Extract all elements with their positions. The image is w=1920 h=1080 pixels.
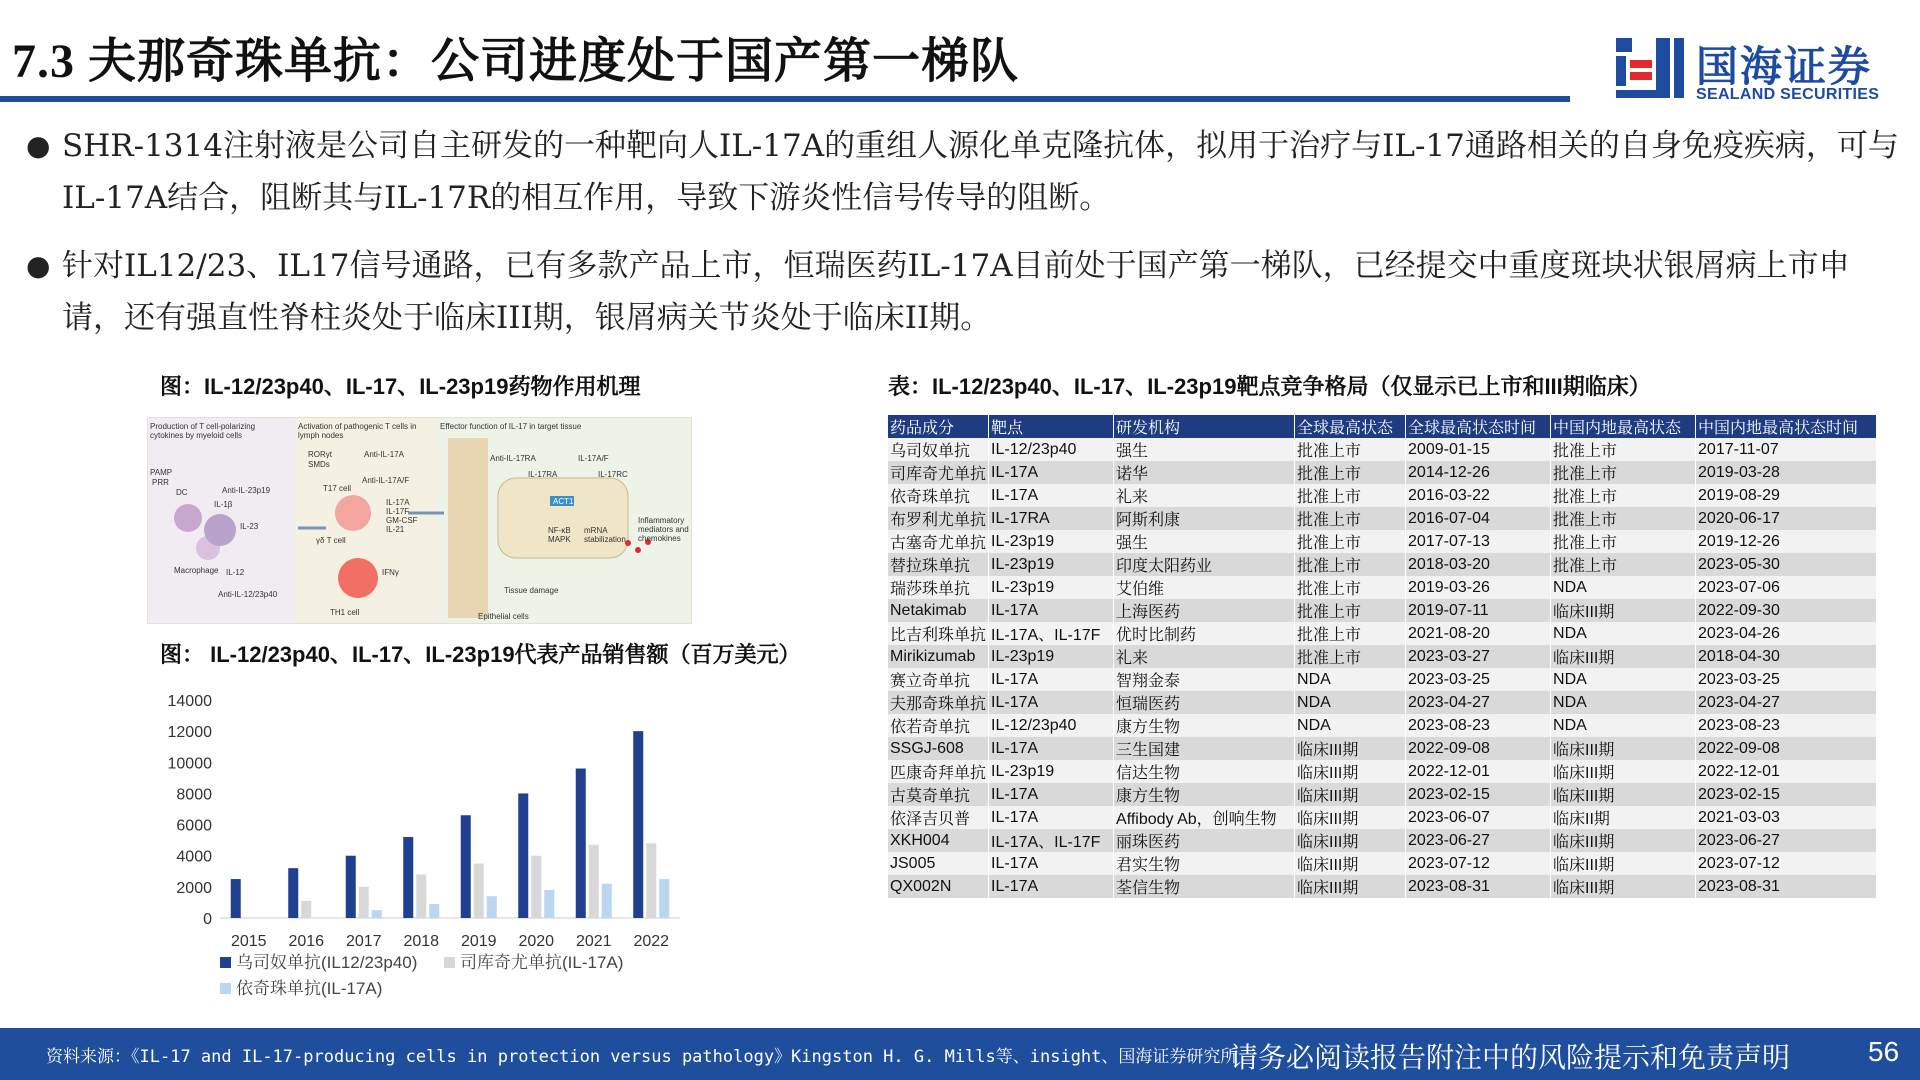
- table-cell: 2016-03-22: [1406, 484, 1551, 507]
- dc-cell: [174, 504, 202, 532]
- table-cell: IL-23p19: [989, 576, 1114, 599]
- table-cell: 2017-11-07: [1696, 438, 1877, 461]
- table-cell: IL-17A: [989, 461, 1114, 484]
- table-cell: 临床III期: [1551, 875, 1696, 898]
- competition-table: [888, 415, 1877, 898]
- x-tick-label: 2017: [345, 933, 382, 950]
- table-cell: 临床III期: [1551, 783, 1696, 806]
- company-logo: [1612, 30, 1912, 110]
- label-anti-il23p19: Anti-IL-23p19: [222, 486, 271, 495]
- table-cell: 优时比制药: [1114, 622, 1295, 645]
- table-cell: IL-12/23p40: [989, 438, 1114, 461]
- table-row: [888, 553, 1877, 576]
- label-mapk: MAPK: [548, 535, 571, 544]
- table-header-row: [888, 415, 1877, 438]
- table-cell: 2014-12-26: [1406, 461, 1551, 484]
- y-tick-label: 4000: [176, 848, 212, 866]
- table-cell: NDA: [1551, 714, 1696, 737]
- table-cell: IL-23p19: [989, 553, 1114, 576]
- table-cell: 临床III期: [1295, 852, 1406, 875]
- label-t17-cell: T17 cell: [323, 484, 352, 493]
- bar-1: [231, 879, 241, 918]
- column-header: 中国内地最高状态时间: [1696, 415, 1877, 438]
- x-tick-label: 2018: [403, 933, 440, 950]
- label-tissue-damage: Tissue damage: [504, 586, 559, 595]
- label-act1: ACT1: [553, 497, 574, 506]
- table-cell: IL-17A: [989, 668, 1114, 691]
- table-cell: 艾伯维: [1114, 576, 1295, 599]
- label-il17f: IL-17F: [386, 507, 410, 516]
- table-cell: IL-17RA: [989, 507, 1114, 530]
- table-cell: 批准上市: [1551, 438, 1696, 461]
- table-cell: 2023-06-27: [1406, 829, 1551, 852]
- legend-swatch: [444, 957, 455, 968]
- label-il17ra: IL-17RA: [528, 470, 558, 479]
- table-cell: IL-17A: [989, 737, 1114, 760]
- table-cell: 2021-08-20: [1406, 622, 1551, 645]
- table-cell: 批准上市: [1551, 461, 1696, 484]
- table-cell: 临床III期: [1295, 806, 1406, 829]
- table-cell: 2023-08-31: [1406, 875, 1551, 898]
- legend-label: 依奇珠单抗(IL-17A): [236, 979, 383, 998]
- bullet-text: 针对IL12/23、IL17信号通路，已有多款产品上市，恒瑞医药IL-17A目前处于国产第一梯队，已经提交中重度斑块状银屑病上市申请，还有强直性脊柱炎处于临床III期，银屑病关节炎处于临床II期。: [62, 248, 1850, 336]
- label-macrophage: Macrophage: [174, 566, 219, 575]
- bar-1: [346, 856, 356, 918]
- table-cell: 丽珠医药: [1114, 829, 1295, 852]
- table-cell: 2019-08-29: [1696, 484, 1877, 507]
- bar-1: [288, 868, 298, 918]
- table-cell: NDA: [1551, 691, 1696, 714]
- label-il17af: IL-17A/F: [578, 454, 609, 463]
- label-gd-t-cell: γδ T cell: [316, 536, 346, 545]
- table-cell: IL-17A: [989, 806, 1114, 829]
- table-cell: 智翔金泰: [1114, 668, 1295, 691]
- table-cell: 瑞莎珠单抗: [888, 576, 989, 599]
- table-cell: Mirikizumab: [888, 645, 989, 668]
- table-cell: IL-17A: [989, 691, 1114, 714]
- table-cell: 2023-04-27: [1406, 691, 1551, 714]
- table-cell: 2023-07-06: [1696, 576, 1877, 599]
- table-cell: 临床III期: [1551, 760, 1696, 783]
- table-cell: JS005: [888, 852, 989, 875]
- table-cell: 批准上市: [1295, 622, 1406, 645]
- table-row: [888, 829, 1877, 852]
- logo-text-cn: 国海证券: [1696, 43, 1873, 90]
- epithelial-layer: [448, 438, 488, 618]
- label-anti-il12-23p40: Anti-IL-12/23p40: [218, 590, 278, 599]
- label-mrna: mRNA stabilization: [584, 526, 626, 544]
- bar-3: [544, 890, 554, 918]
- table-cell: 荃信生物: [1114, 875, 1295, 898]
- table-cell: NDA: [1295, 691, 1406, 714]
- table-cell: 司库奇尤单抗: [888, 461, 989, 484]
- bar-2: [646, 843, 656, 918]
- column-header: 研发机构: [1114, 415, 1295, 438]
- table-cell: 2023-03-27: [1406, 645, 1551, 668]
- table-cell: 2023-07-12: [1406, 852, 1551, 875]
- label-smds: SMDs: [308, 460, 330, 469]
- table-row: [888, 714, 1877, 737]
- table-cell: 2019-03-26: [1406, 576, 1551, 599]
- label-dc: DC: [176, 488, 188, 497]
- table-cell: IL-17A: [989, 484, 1114, 507]
- mechanism-panel3-title: Effector function of IL-17 in target tissue: [440, 422, 582, 431]
- bar-1: [633, 731, 643, 918]
- mechanism-caption: 图：IL-12/23p40、IL-17、IL-23p19药物作用机理: [160, 374, 641, 399]
- table-cell: NDA: [1551, 576, 1696, 599]
- table-cell: 批准上市: [1295, 484, 1406, 507]
- y-tick-label: 8000: [176, 786, 212, 804]
- table-cell: 批准上市: [1295, 438, 1406, 461]
- table-cell: QX002N: [888, 875, 989, 898]
- label-il12: IL-12: [226, 568, 245, 577]
- y-tick-label: 10000: [167, 755, 212, 773]
- macrophage-cell: [204, 514, 236, 546]
- table-cell: 2017-07-13: [1406, 530, 1551, 553]
- table-row: [888, 737, 1877, 760]
- table-cell: IL-17A、IL-17F: [989, 622, 1114, 645]
- table-cell: 夫那奇珠单抗: [888, 691, 989, 714]
- table-cell: 上海医药: [1114, 599, 1295, 622]
- table-cell: IL-23p19: [989, 645, 1114, 668]
- table-row: [888, 530, 1877, 553]
- label-anti-il17ra: Anti-IL-17RA: [490, 454, 536, 463]
- bar-1: [461, 815, 471, 918]
- table-row: [888, 461, 1877, 484]
- table-cell: NDA: [1295, 668, 1406, 691]
- x-tick-label: 2020: [518, 933, 555, 950]
- mechanism-panel2-title: Activation of pathogenic T cells in lymph nodes: [298, 422, 417, 440]
- table-cell: 2019-07-11: [1406, 599, 1551, 622]
- table-row: [888, 760, 1877, 783]
- table-cell: 批准上市: [1295, 599, 1406, 622]
- table-cell: 批准上市: [1295, 530, 1406, 553]
- table-cell: 批准上市: [1551, 530, 1696, 553]
- table-cell: 诺华: [1114, 461, 1295, 484]
- table-cell: 2023-08-23: [1696, 714, 1877, 737]
- table-cell: 2023-06-27: [1696, 829, 1877, 852]
- table-cell: 依奇珠单抗: [888, 484, 989, 507]
- bar-1: [518, 793, 528, 918]
- table-cell: 2022-09-08: [1696, 737, 1877, 760]
- table-cell: 2023-04-26: [1696, 622, 1877, 645]
- table-cell: 礼来: [1114, 645, 1295, 668]
- table-cell: 2016-07-04: [1406, 507, 1551, 530]
- label-ifng: IFNγ: [382, 568, 399, 577]
- th1-cell: [338, 558, 378, 598]
- y-tick-label: 0: [203, 911, 212, 928]
- bullet-item: [22, 240, 1902, 344]
- table-cell: NDA: [1295, 714, 1406, 737]
- table-cell: 依泽吉贝普: [888, 806, 989, 829]
- table-row: [888, 438, 1877, 461]
- table-cell: 批准上市: [1295, 461, 1406, 484]
- table-cell: 君实生物: [1114, 852, 1295, 875]
- table-cell: 强生: [1114, 438, 1295, 461]
- table-cell: 印度太阳药业: [1114, 553, 1295, 576]
- legend-label: 乌司奴单抗(IL12/23p40): [236, 953, 418, 972]
- bar-3: [372, 910, 382, 918]
- table-row: [888, 852, 1877, 875]
- label-pamp: PAMP: [150, 468, 173, 477]
- label-rorgt: RORγt: [308, 450, 332, 459]
- table-cell: IL-17A: [989, 783, 1114, 806]
- table-cell: 批准上市: [1295, 645, 1406, 668]
- table-cell: 2023-06-07: [1406, 806, 1551, 829]
- bar-2: [416, 874, 426, 918]
- table-cell: 布罗利尤单抗: [888, 507, 989, 530]
- table-cell: 临床III期: [1551, 599, 1696, 622]
- table-cell: XKH004: [888, 829, 989, 852]
- bullet-dot-icon: ●: [26, 249, 51, 282]
- bar-1: [403, 837, 413, 918]
- label-il17a: IL-17A: [386, 498, 410, 507]
- table-cell: 2022-12-01: [1696, 760, 1877, 783]
- table-cell: 批准上市: [1295, 553, 1406, 576]
- table-cell: 三生国建: [1114, 737, 1295, 760]
- t17-cell: [335, 495, 371, 531]
- column-header: 全球最高状态: [1295, 415, 1406, 438]
- table-cell: 比吉利珠单抗: [888, 622, 989, 645]
- table-cell: 2023-08-23: [1406, 714, 1551, 737]
- table-row: [888, 691, 1877, 714]
- bar-2: [301, 901, 311, 918]
- table-cell: 2023-05-30: [1696, 553, 1877, 576]
- table-row: [888, 622, 1877, 645]
- bar-3: [602, 884, 612, 918]
- x-tick-label: 2016: [288, 933, 325, 950]
- bar-3: [659, 879, 669, 918]
- table-row: [888, 783, 1877, 806]
- table-cell: IL-23p19: [989, 760, 1114, 783]
- table-cell: Netakimab: [888, 599, 989, 622]
- table-cell: 2023-02-15: [1696, 783, 1877, 806]
- table-cell: 批准上市: [1551, 507, 1696, 530]
- table-cell: IL-12/23p40: [989, 714, 1114, 737]
- page-number: 56: [1868, 1036, 1900, 1067]
- bullet-list: [22, 120, 1902, 360]
- table-cell: 2009-01-15: [1406, 438, 1551, 461]
- table-cell: 古莫奇单抗: [888, 783, 989, 806]
- bullet-item: [22, 120, 1902, 224]
- table-cell: 强生: [1114, 530, 1295, 553]
- label-th1-cell: TH1 cell: [330, 608, 360, 617]
- table-cell: 临床III期: [1295, 737, 1406, 760]
- table-caption: 表：IL-12/23p40、IL-17、IL-23p19靶点竞争格局（仅显示已上市和III期临床）: [888, 374, 1651, 399]
- bullet-text: SHR-1314注射液是公司自主研发的一种靶向人IL-17A的重组人源化单克隆抗体，拟用于治疗与IL-17通路相关的自身免疫疾病，可与IL-17A结合，阻断其与IL-17R的相互作用，导致下游炎性信号传导的阻断。: [62, 128, 1899, 216]
- label-prr: PRR: [152, 478, 169, 487]
- label-epithelial: Epithelial cells: [478, 612, 529, 621]
- label-il23: IL-23: [240, 522, 259, 531]
- table-cell: 依若奇单抗: [888, 714, 989, 737]
- table-cell: 临床III期: [1551, 829, 1696, 852]
- column-header: 药品成分: [888, 415, 989, 438]
- bar-2: [589, 845, 599, 918]
- bar-2: [531, 856, 541, 918]
- table-cell: 2023-04-27: [1696, 691, 1877, 714]
- bullet-dot-icon: ●: [26, 129, 51, 162]
- legend-swatch: [220, 983, 231, 994]
- table-cell: 2023-03-25: [1406, 668, 1551, 691]
- table-cell: 临床III期: [1551, 645, 1696, 668]
- table-row: [888, 806, 1877, 829]
- table-cell: 临床II期: [1551, 806, 1696, 829]
- table-row: [888, 484, 1877, 507]
- table-cell: 2023-08-31: [1696, 875, 1877, 898]
- table-cell: 批准上市: [1551, 484, 1696, 507]
- table-row: [888, 668, 1877, 691]
- table-cell: 信达生物: [1114, 760, 1295, 783]
- table-row: [888, 875, 1877, 898]
- mechanism-panel1-title: Production of T cell-polarizing cytokines by myeloid cells: [150, 422, 256, 440]
- sealand-logo-icon: [1612, 30, 1688, 106]
- column-header: 靶点: [989, 415, 1114, 438]
- table-cell: 2021-03-03: [1696, 806, 1877, 829]
- label-gm-csf: GM-CSF: [386, 516, 418, 525]
- target-cell: [498, 478, 628, 558]
- table-cell: 2022-12-01: [1406, 760, 1551, 783]
- table-cell: 临床III期: [1295, 760, 1406, 783]
- table-cell: IL-17A、IL-17F: [989, 829, 1114, 852]
- legend-label: 司库奇尤单抗(IL-17A): [460, 953, 624, 972]
- x-tick-label: 2022: [633, 933, 670, 950]
- table-cell: IL-17A: [989, 599, 1114, 622]
- table-cell: 康方生物: [1114, 783, 1295, 806]
- table-cell: Affibody Ab，创响生物: [1114, 806, 1295, 829]
- mechanism-figure: [147, 417, 692, 624]
- table-cell: 阿斯利康: [1114, 507, 1295, 530]
- logo-text-en: SEALAND SECURITIES: [1696, 86, 1880, 103]
- table-cell: IL-17A: [989, 852, 1114, 875]
- table-cell: 2018-03-20: [1406, 553, 1551, 576]
- table-cell: 2023-07-12: [1696, 852, 1877, 875]
- table-cell: SSGJ-608: [888, 737, 989, 760]
- bar-1: [576, 769, 586, 918]
- label-mediators: Inflammatory mediators and chemokines: [638, 516, 689, 543]
- label-nfkb: NF-κB: [548, 526, 571, 535]
- table-cell: IL-23p19: [989, 530, 1114, 553]
- footer-disclaimer: 请务必阅读报告附注中的风险提示和免责声明: [1230, 1042, 1791, 1073]
- x-tick-label: 2015: [230, 933, 267, 950]
- table-cell: 批准上市: [1295, 507, 1406, 530]
- label-anti-il17af: Anti-IL-17A/F: [362, 476, 410, 485]
- column-header: 中国内地最高状态: [1551, 415, 1696, 438]
- legend-swatch: [220, 957, 231, 968]
- table-cell: 古塞奇尤单抗: [888, 530, 989, 553]
- label-il1b: IL-1β: [214, 500, 233, 509]
- table-cell: 乌司奴单抗: [888, 438, 989, 461]
- y-tick-label: 6000: [176, 817, 212, 835]
- table-row: [888, 645, 1877, 668]
- table-cell: IL-17A: [989, 875, 1114, 898]
- sales-chart-caption: 图： IL-12/23p40、IL-17、IL-23p19代表产品销售额（百万美元）: [160, 642, 801, 667]
- y-tick-label: 14000: [167, 693, 212, 710]
- table-cell: 临床III期: [1295, 875, 1406, 898]
- sales-chart: [160, 690, 700, 1010]
- page-title: 7.3 夫那奇珠单抗：公司进度处于国产第一梯队: [12, 35, 1020, 88]
- table-cell: 2023-03-25: [1696, 668, 1877, 691]
- table-cell: 临床III期: [1551, 852, 1696, 875]
- bar-2: [474, 864, 484, 919]
- table-row: [888, 507, 1877, 530]
- table-cell: 礼来: [1114, 484, 1295, 507]
- x-tick-label: 2021: [575, 933, 612, 950]
- table-cell: 匹康奇拜单抗: [888, 760, 989, 783]
- table-cell: 替拉珠单抗: [888, 553, 989, 576]
- x-tick-label: 2019: [460, 933, 497, 950]
- table-cell: 2018-04-30: [1696, 645, 1877, 668]
- table-cell: 2020-06-17: [1696, 507, 1877, 530]
- label-il21: IL-21: [386, 525, 405, 534]
- table-cell: 赛立奇单抗: [888, 668, 989, 691]
- y-tick-label: 12000: [167, 724, 212, 742]
- table-cell: 恒瑞医药: [1114, 691, 1295, 714]
- table-cell: 2022-09-08: [1406, 737, 1551, 760]
- table-cell: NDA: [1551, 622, 1696, 645]
- table-cell: 临床III期: [1295, 829, 1406, 852]
- table-cell: NDA: [1551, 668, 1696, 691]
- footer-bar: [0, 1028, 1920, 1080]
- table-cell: 临床III期: [1295, 783, 1406, 806]
- table-cell: 临床III期: [1551, 737, 1696, 760]
- title-divider: [0, 96, 1570, 102]
- table-cell: 2019-03-28: [1696, 461, 1877, 484]
- label-anti-il17a: Anti-IL-17A: [364, 450, 405, 459]
- label-il17rc: IL-17RC: [598, 470, 628, 479]
- bar-3: [487, 896, 497, 918]
- bar-3: [429, 904, 439, 918]
- column-header: 全球最高状态时间: [1406, 415, 1551, 438]
- table-cell: 2022-09-30: [1696, 599, 1877, 622]
- table-cell: 2023-02-15: [1406, 783, 1551, 806]
- table-row: [888, 576, 1877, 599]
- y-tick-label: 2000: [176, 879, 212, 897]
- table-cell: 康方生物: [1114, 714, 1295, 737]
- table-cell: 2019-12-26: [1696, 530, 1877, 553]
- footer-source: 资料来源：《IL-17 and IL-17-producing cells in protection versus pathology》Kingston H. G. Mills等、insight、国海证券研究所: [46, 1047, 1238, 1067]
- table-cell: 批准上市: [1551, 553, 1696, 576]
- table-cell: 批准上市: [1295, 576, 1406, 599]
- table-row: [888, 599, 1877, 622]
- bar-2: [359, 887, 369, 918]
